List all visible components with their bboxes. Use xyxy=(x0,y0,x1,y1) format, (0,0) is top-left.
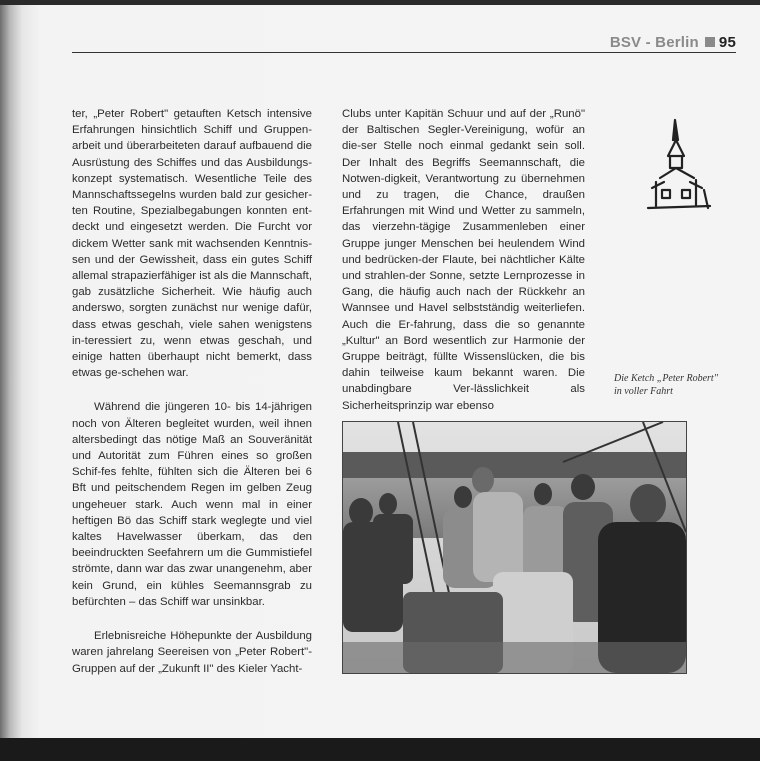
text-column-left xyxy=(72,106,312,677)
text-column-right xyxy=(342,106,585,414)
paragraph: Während die jüngeren 10- bis 14-jährigen noch von Älteren begleitet wurden, weil ihnen altersbedingt das nötige Maß an Souveränität und Autorität zum Führen eines so großen Schif-fes fehlte, fühlten sich die Älteren bei 6 Bft und peitschendem Regen im gelben Zeug ungeheuer stark. Auch wenn mal in einer heftigen Bö das Schiff stark weglegte und viel kaltes Havelwasser überkam, das den beeindruckten Seefahrern um die Gummistiefel strömte, dann war das zwar unangenehm, aber kein Grund, ein kühles Seemannsgrab zu befürchten – das Schiff war unsinkbar. xyxy=(72,401,312,608)
paragraph: Erlebnisreiche Höhepunkte der Ausbildung waren jahrelang Seereisen von „Peter Robert"-Gruppen auf der „Zukunft II" des Kieler Yacht- xyxy=(72,630,312,675)
header-title: BSV - Berlin xyxy=(609,34,699,51)
sailing-crew-photo xyxy=(342,421,687,674)
photo-caption xyxy=(614,372,738,398)
header-rule xyxy=(72,52,736,53)
running-header xyxy=(610,34,736,51)
page-number: 95 xyxy=(718,34,736,51)
square-bullet-icon xyxy=(705,37,715,47)
photo-image xyxy=(343,422,686,673)
caption-line: in voller Fahrt xyxy=(614,386,673,397)
top-edge xyxy=(0,0,760,5)
paragraph: ter, „Peter Robert" getauften Ketsch intensive Erfahrungen hinsichtlich Schiff und Gruppen-arbeit und überarbeiteten darauf aufbauend die Ausrüstung des Schiffes und das Ausbildungs-konzept systematisch. Wesentliche Teile des Mannschaftssegelns wurden bald zur gesicher-ten Routine, Spezialbegabungen konnten ent-deckt und eingesetzt werden. Die Furcht vor dickem Wetter sank mit wachsenden Kenntnis-sen und der Gewissheit, dass ein gutes Schiff allemal strapazierfähiger ist als die Mannschaft, gab zusätzliche Sicherheit. Wie häufig auch anderswo, sorgten zunächst nur wenige dafür, dass etwas geschah, viele sahen wenigstens in-teressiert zu, wenn etwas geschah, und einige hatten überhaupt nicht bemerkt, dass etwas ge-schehen war. xyxy=(72,108,312,380)
church-steeple-emblem-icon xyxy=(640,118,716,214)
paragraph: Clubs unter Kapitän Schuur und auf der „Runö" der Baltischen Segler-Vereinigung, wofür an die-ser Stelle noch einmal gedankt sein soll. Der Inhalt des Begriffs Seemannschaft, die Notwen-digkeit, Verantwortung zu übernehmen und zu tragen, die Chance, draußen Erfahrungen mit Wind und Wetter zu sammeln, das vierzehn-tägige Zusammenleben einer Gruppe junger Menschen bei heulendem Wind und bedrücken-der Flaute, bei nächtlicher Kälte und strahlen-der Sonne, setzte Lernprozesse in Gang, die häufig auch nach der Rückkehr an Wannsee und Havel selbstständig weiterliefen. Auch die Er-fahrung, dass die so genannte „Kultur" an Bord wesentlich zur Harmonie der Gruppe beiträgt, füllte Wissenslücken, die bis dahin teilweise kaum bekannt waren. Die unabdingbare Ver-lässlichkeit als Sicherheitsprinzip war ebenso xyxy=(342,108,585,412)
scan-bottom-edge xyxy=(0,738,760,761)
caption-line: Die Ketch „Peter Robert" xyxy=(614,373,718,384)
